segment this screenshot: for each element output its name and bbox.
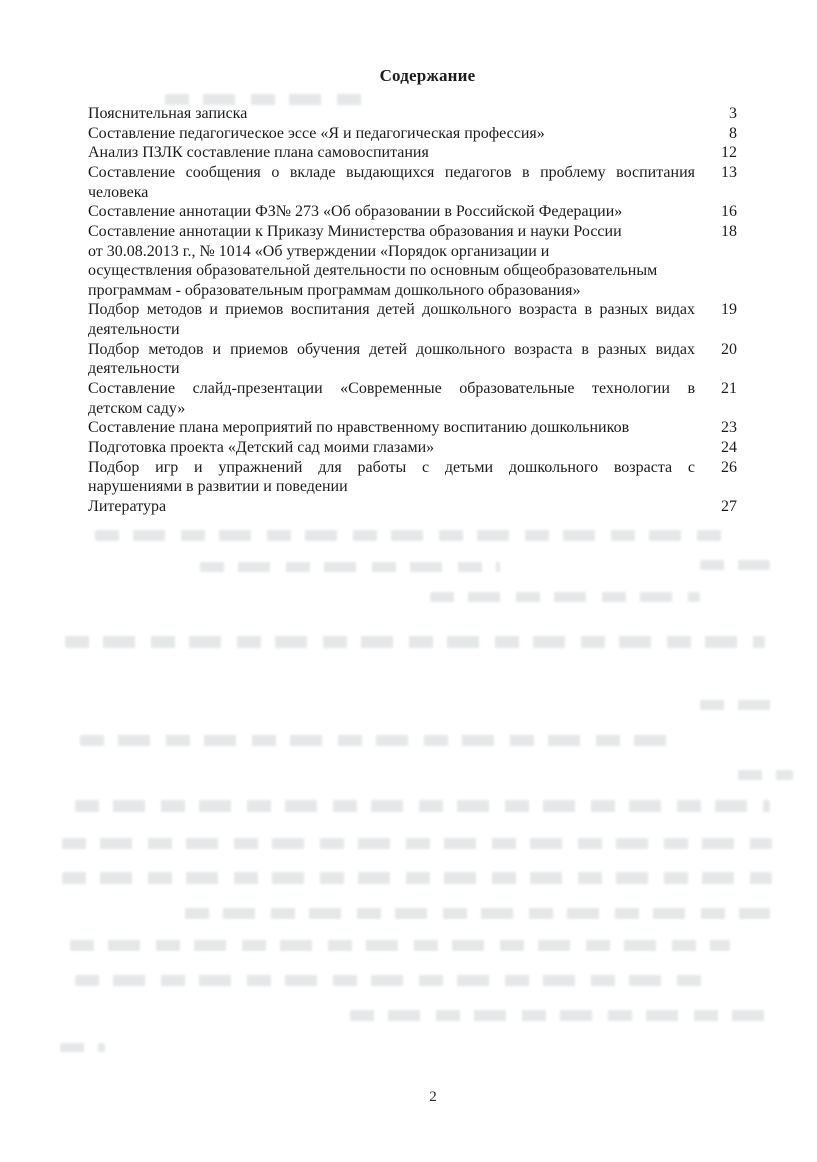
toc-item-line: Литература <box>88 497 167 515</box>
toc-item-line: Подбор методов и приемов воспитания детей дошкольного возраста в разных видах <box>88 301 695 319</box>
bleed-through-artifact <box>62 838 772 849</box>
bleed-through-artifact <box>350 1010 770 1021</box>
bleed-through-artifact <box>75 975 705 986</box>
bleed-through-artifact <box>65 636 765 648</box>
toc-item-page-number: 20 <box>721 340 737 358</box>
toc-item <box>88 202 737 222</box>
toc-item-line: Составление плана мероприятий по нравственному воспитанию дошкольников <box>88 419 630 437</box>
toc-item <box>88 143 737 163</box>
bleed-through-artifact <box>62 872 772 884</box>
toc-item-line: человека <box>88 183 149 201</box>
toc-item-text <box>88 438 695 458</box>
bleed-through-artifact <box>185 908 770 919</box>
toc-item-line: Подбор методов и приемов обучения детей дошкольного возраста в разных видах <box>88 340 695 358</box>
toc-item-page-number: 18 <box>721 222 737 240</box>
toc-item-text <box>88 124 695 144</box>
footer-page-number: 2 <box>429 1089 437 1105</box>
toc-item <box>88 458 737 497</box>
toc-item-page-number: 26 <box>721 458 737 476</box>
bleed-through-artifact <box>700 700 772 710</box>
toc-item <box>88 438 737 458</box>
toc-item-line: осуществления образовательной деятельности по основным общеобразовательным <box>88 262 658 280</box>
toc-item <box>88 497 737 517</box>
toc-item-line: Составление педагогическое эссе «Я и педагогическая профессия» <box>88 124 545 142</box>
toc-item-text <box>88 143 695 163</box>
bleed-through-artifact <box>75 800 770 812</box>
bleed-through-artifact <box>200 562 500 572</box>
page-title: Содержание <box>379 66 476 85</box>
bleed-through-artifact <box>95 530 735 541</box>
toc-item-text <box>88 202 695 222</box>
bleed-through-artifact <box>60 1043 105 1052</box>
toc-item-text <box>88 379 695 418</box>
bleed-through-artifact <box>165 94 375 105</box>
toc-item-line: Подготовка проекта «Детский сад моими глазами» <box>88 438 435 456</box>
toc-item-line: от 30.08.2013 г., № 1014 «Об утверждении «Порядок организации и <box>88 242 550 260</box>
toc-item-line: детском саду» <box>88 399 186 417</box>
toc-item-line: деятельности <box>88 360 180 378</box>
toc-item <box>88 379 737 418</box>
toc-item-text <box>88 418 695 438</box>
toc-item-page-number: 21 <box>721 380 737 398</box>
bleed-through-artifact <box>738 770 793 780</box>
toc-item-line: Анализ ПЗЛК составление плана самовоспитания <box>88 144 429 162</box>
bleed-through-artifact <box>80 735 680 746</box>
toc-item-line: Составление слайд-презентации «Современные образовательные технологии в <box>88 380 695 398</box>
toc-item-line: деятельности <box>88 321 180 339</box>
toc-item-text <box>88 340 695 379</box>
toc-item-text <box>88 222 695 301</box>
toc-item-page-number: 27 <box>721 497 737 515</box>
table-of-contents <box>88 104 737 517</box>
toc-item-text <box>88 458 695 497</box>
toc-item-line: Составление сообщения о вкладе выдающихся педагогов в проблему воспитания <box>88 163 695 181</box>
bleed-through-artifact <box>70 940 730 951</box>
toc-item <box>88 300 737 339</box>
toc-item <box>88 340 737 379</box>
toc-item-line: Пояснительная записка <box>88 105 248 122</box>
toc-item-text <box>88 163 695 202</box>
toc-item-line: Подбор игр и упражнений для работы с детьми дошкольного возраста с <box>88 458 695 476</box>
toc-item-line: программам - образовательным программам дошкольного образования» <box>88 281 581 299</box>
toc-item <box>88 163 737 202</box>
toc-item-page-number: 23 <box>721 419 737 437</box>
toc-item-page-number: 24 <box>721 438 737 456</box>
toc-item-page-number: 12 <box>721 144 737 162</box>
bleed-through-artifact <box>700 560 770 570</box>
toc-item <box>88 222 737 301</box>
toc-item-line: нарушениями в развитии и поведении <box>88 478 348 496</box>
toc-item-page-number: 13 <box>721 163 737 181</box>
toc-item-text <box>88 300 695 339</box>
toc-item <box>88 104 737 124</box>
toc-item-text <box>88 497 695 517</box>
bleed-through-artifact <box>430 592 700 602</box>
toc-item-page-number: 16 <box>721 203 737 221</box>
toc-item-page-number: 8 <box>729 124 737 142</box>
toc-item <box>88 418 737 438</box>
toc-item-text <box>88 104 695 124</box>
toc-item-page-number: 19 <box>721 301 737 319</box>
toc-item-page-number: 3 <box>729 105 737 122</box>
toc-item-line: Составление аннотации к Приказу Министерства образования и науки России <box>88 222 622 240</box>
toc-item-line: Составление аннотации ФЗ№ 273 «Об образовании в Российской Федерации» <box>88 203 623 221</box>
toc-item <box>88 124 737 144</box>
